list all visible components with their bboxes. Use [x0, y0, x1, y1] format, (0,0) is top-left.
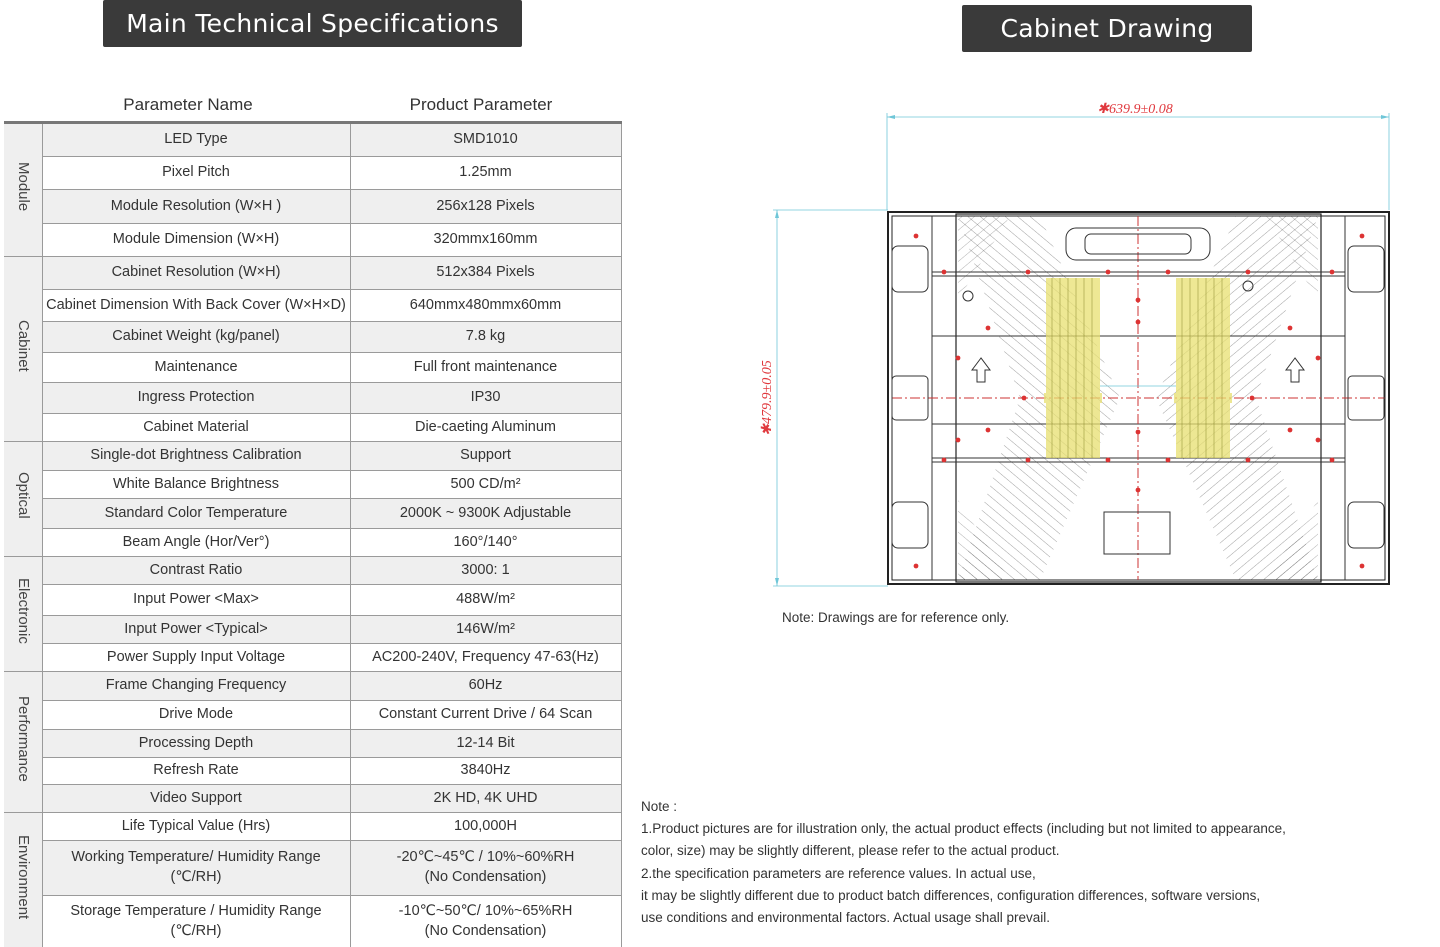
- parameter-name: Cabinet Weight (kg/panel): [42, 322, 350, 353]
- spec-row: [4, 471, 621, 499]
- spec-row: [4, 701, 621, 730]
- parameter-name: LED Type: [42, 123, 350, 157]
- parameter-name: Standard Color Temperature: [42, 499, 350, 529]
- spec-row: [4, 616, 621, 644]
- parameter-value: 3840Hz: [350, 758, 621, 785]
- spec-row: [4, 557, 621, 585]
- category-cell: [4, 672, 42, 813]
- note-line: 2.the specification parameters are reference values. In actual use,: [641, 865, 1036, 881]
- parameter-name: Life Typical Value (Hrs): [42, 813, 350, 841]
- parameter-name: Beam Angle (Hor/Ver°): [42, 529, 350, 557]
- column-header-product-parameter: Product Parameter: [409, 95, 553, 114]
- parameter-name: Input Power <Max>: [42, 585, 350, 616]
- parameter-name: Module Dimension (W×H): [42, 224, 350, 257]
- height-dimension: ✱479.9±0.05: [760, 360, 775, 436]
- category-label: Cabinet: [14, 319, 32, 372]
- spec-row: [4, 672, 621, 701]
- spec-row: [4, 841, 621, 896]
- category-label: Environment: [14, 835, 32, 920]
- spec-row: [4, 123, 621, 157]
- parameter-value: 12-14 Bit: [350, 730, 621, 758]
- spec-row: [4, 157, 621, 190]
- spec-row: [4, 896, 621, 947]
- parameter-name: Processing Depth: [42, 730, 350, 758]
- parameter-name: Pixel Pitch: [42, 157, 350, 190]
- spec-row: [4, 190, 621, 224]
- parameter-value: 2K HD, 4K UHD: [350, 785, 621, 813]
- parameter-value: AC200-240V, Frequency 47-63(Hz): [350, 644, 621, 672]
- parameter-value: 160°/140°: [350, 529, 621, 557]
- note-line: 1.Product pictures are for illustration only, the actual product effects (including but not limited to appearance,: [641, 821, 1286, 837]
- spec-row: [4, 730, 621, 758]
- parameter-value: 60Hz: [350, 672, 621, 701]
- parameter-name: Input Power <Typical>: [42, 616, 350, 644]
- parameter-name: Cabinet Dimension With Back Cover (W×H×D): [42, 290, 350, 322]
- notes-heading: Note :: [641, 799, 678, 814]
- parameter-name: Ingress Protection: [42, 383, 350, 414]
- parameter-value: 256x128 Pixels: [350, 190, 621, 224]
- parameter-value: Full front maintenance: [350, 353, 621, 383]
- parameter-name: Cabinet Resolution (W×H): [42, 257, 350, 290]
- cabinet-drawing: [750, 95, 1400, 595]
- parameter-name: Cabinet Material: [42, 414, 350, 442]
- spec-row: [4, 758, 621, 785]
- category-cell: [4, 813, 42, 947]
- spec-row: [4, 383, 621, 414]
- spec-row: [4, 353, 621, 383]
- spec-row: [4, 813, 621, 841]
- parameter-value: -20℃~45℃ / 10%~60%RH (No Condensation): [350, 841, 621, 896]
- parameter-value: 320mmx160mm: [350, 224, 621, 257]
- parameter-name: Working Temperature/ Humidity Range (℃/RH): [42, 841, 350, 896]
- parameter-value: 1.25mm: [350, 157, 621, 190]
- category-label: Performance: [14, 695, 32, 782]
- parameter-value: IP30: [350, 383, 621, 414]
- spec-row: [4, 644, 621, 672]
- spec-row: [4, 785, 621, 813]
- spec-row: [4, 290, 621, 322]
- specs-title: Main Technical Specifications: [103, 0, 522, 47]
- category-cell: [4, 257, 42, 442]
- parameter-value: 640mmx480mmx60mm: [350, 290, 621, 322]
- parameter-name: Contrast Ratio: [42, 557, 350, 585]
- spec-row: [4, 529, 621, 557]
- category-cell: [4, 442, 42, 557]
- parameter-value: 7.8 kg: [350, 322, 621, 353]
- parameter-value: 512x384 Pixels: [350, 257, 621, 290]
- parameter-name: Power Supply Input Voltage: [42, 644, 350, 672]
- spec-row: [4, 322, 621, 353]
- parameter-name: White Balance Brightness: [42, 471, 350, 499]
- parameter-name: Storage Temperature / Humidity Range (℃/RH): [42, 896, 350, 947]
- parameter-value: 2000K ~ 9300K Adjustable: [350, 499, 621, 529]
- parameter-value: Constant Current Drive / 64 Scan: [350, 701, 621, 730]
- note-line: use conditions and environmental factors. Actual usage shall prevail.: [641, 910, 1050, 926]
- category-label: Optical: [14, 472, 32, 520]
- note-line: color, size) may be slightly different, please refer to the actual product.: [641, 843, 1060, 859]
- spec-row: [4, 585, 621, 616]
- parameter-name: Single-dot Brightness Calibration: [42, 442, 350, 471]
- notes-block: [641, 796, 1341, 929]
- parameter-value: Support: [350, 442, 621, 471]
- width-dimension: ✱639.9±0.08: [1097, 102, 1173, 117]
- parameter-value: 100,000H: [350, 813, 621, 841]
- parameter-value: 3000: 1: [350, 557, 621, 585]
- parameter-name: Frame Changing Frequency: [42, 672, 350, 701]
- parameter-value: 488W/m²: [350, 585, 621, 616]
- drawing-title: Cabinet Drawing: [962, 5, 1252, 52]
- parameter-value: Die-caeting Aluminum: [350, 414, 621, 442]
- parameter-value: 500 CD/m²: [350, 471, 621, 499]
- category-cell: [4, 557, 42, 672]
- category-cell: [4, 123, 42, 257]
- parameter-value: SMD1010: [350, 123, 621, 157]
- parameter-name: Refresh Rate: [42, 758, 350, 785]
- parameter-name: Module Resolution (W×H ): [42, 190, 350, 224]
- parameter-value: -10℃~50℃/ 10%~65%RH (No Condensation): [350, 896, 621, 947]
- spec-row: [4, 414, 621, 442]
- category-label: Module: [14, 162, 32, 212]
- drawing-note: Note: Drawings are for reference only.: [782, 610, 1010, 625]
- spec-row: [4, 442, 621, 471]
- parameter-name: Video Support: [42, 785, 350, 813]
- parameter-name: Drive Mode: [42, 701, 350, 730]
- spec-row: [4, 224, 621, 257]
- spec-table: [4, 121, 622, 947]
- note-line: it may be slightly different due to product batch differences, configuration differences, software versions,: [641, 887, 1261, 903]
- category-label: Electronic: [14, 577, 32, 644]
- parameter-name: Maintenance: [42, 353, 350, 383]
- spec-row: [4, 499, 621, 529]
- parameter-value: 146W/m²: [350, 616, 621, 644]
- column-header-parameter-name: Parameter Name: [123, 95, 253, 114]
- spec-row: [4, 257, 621, 290]
